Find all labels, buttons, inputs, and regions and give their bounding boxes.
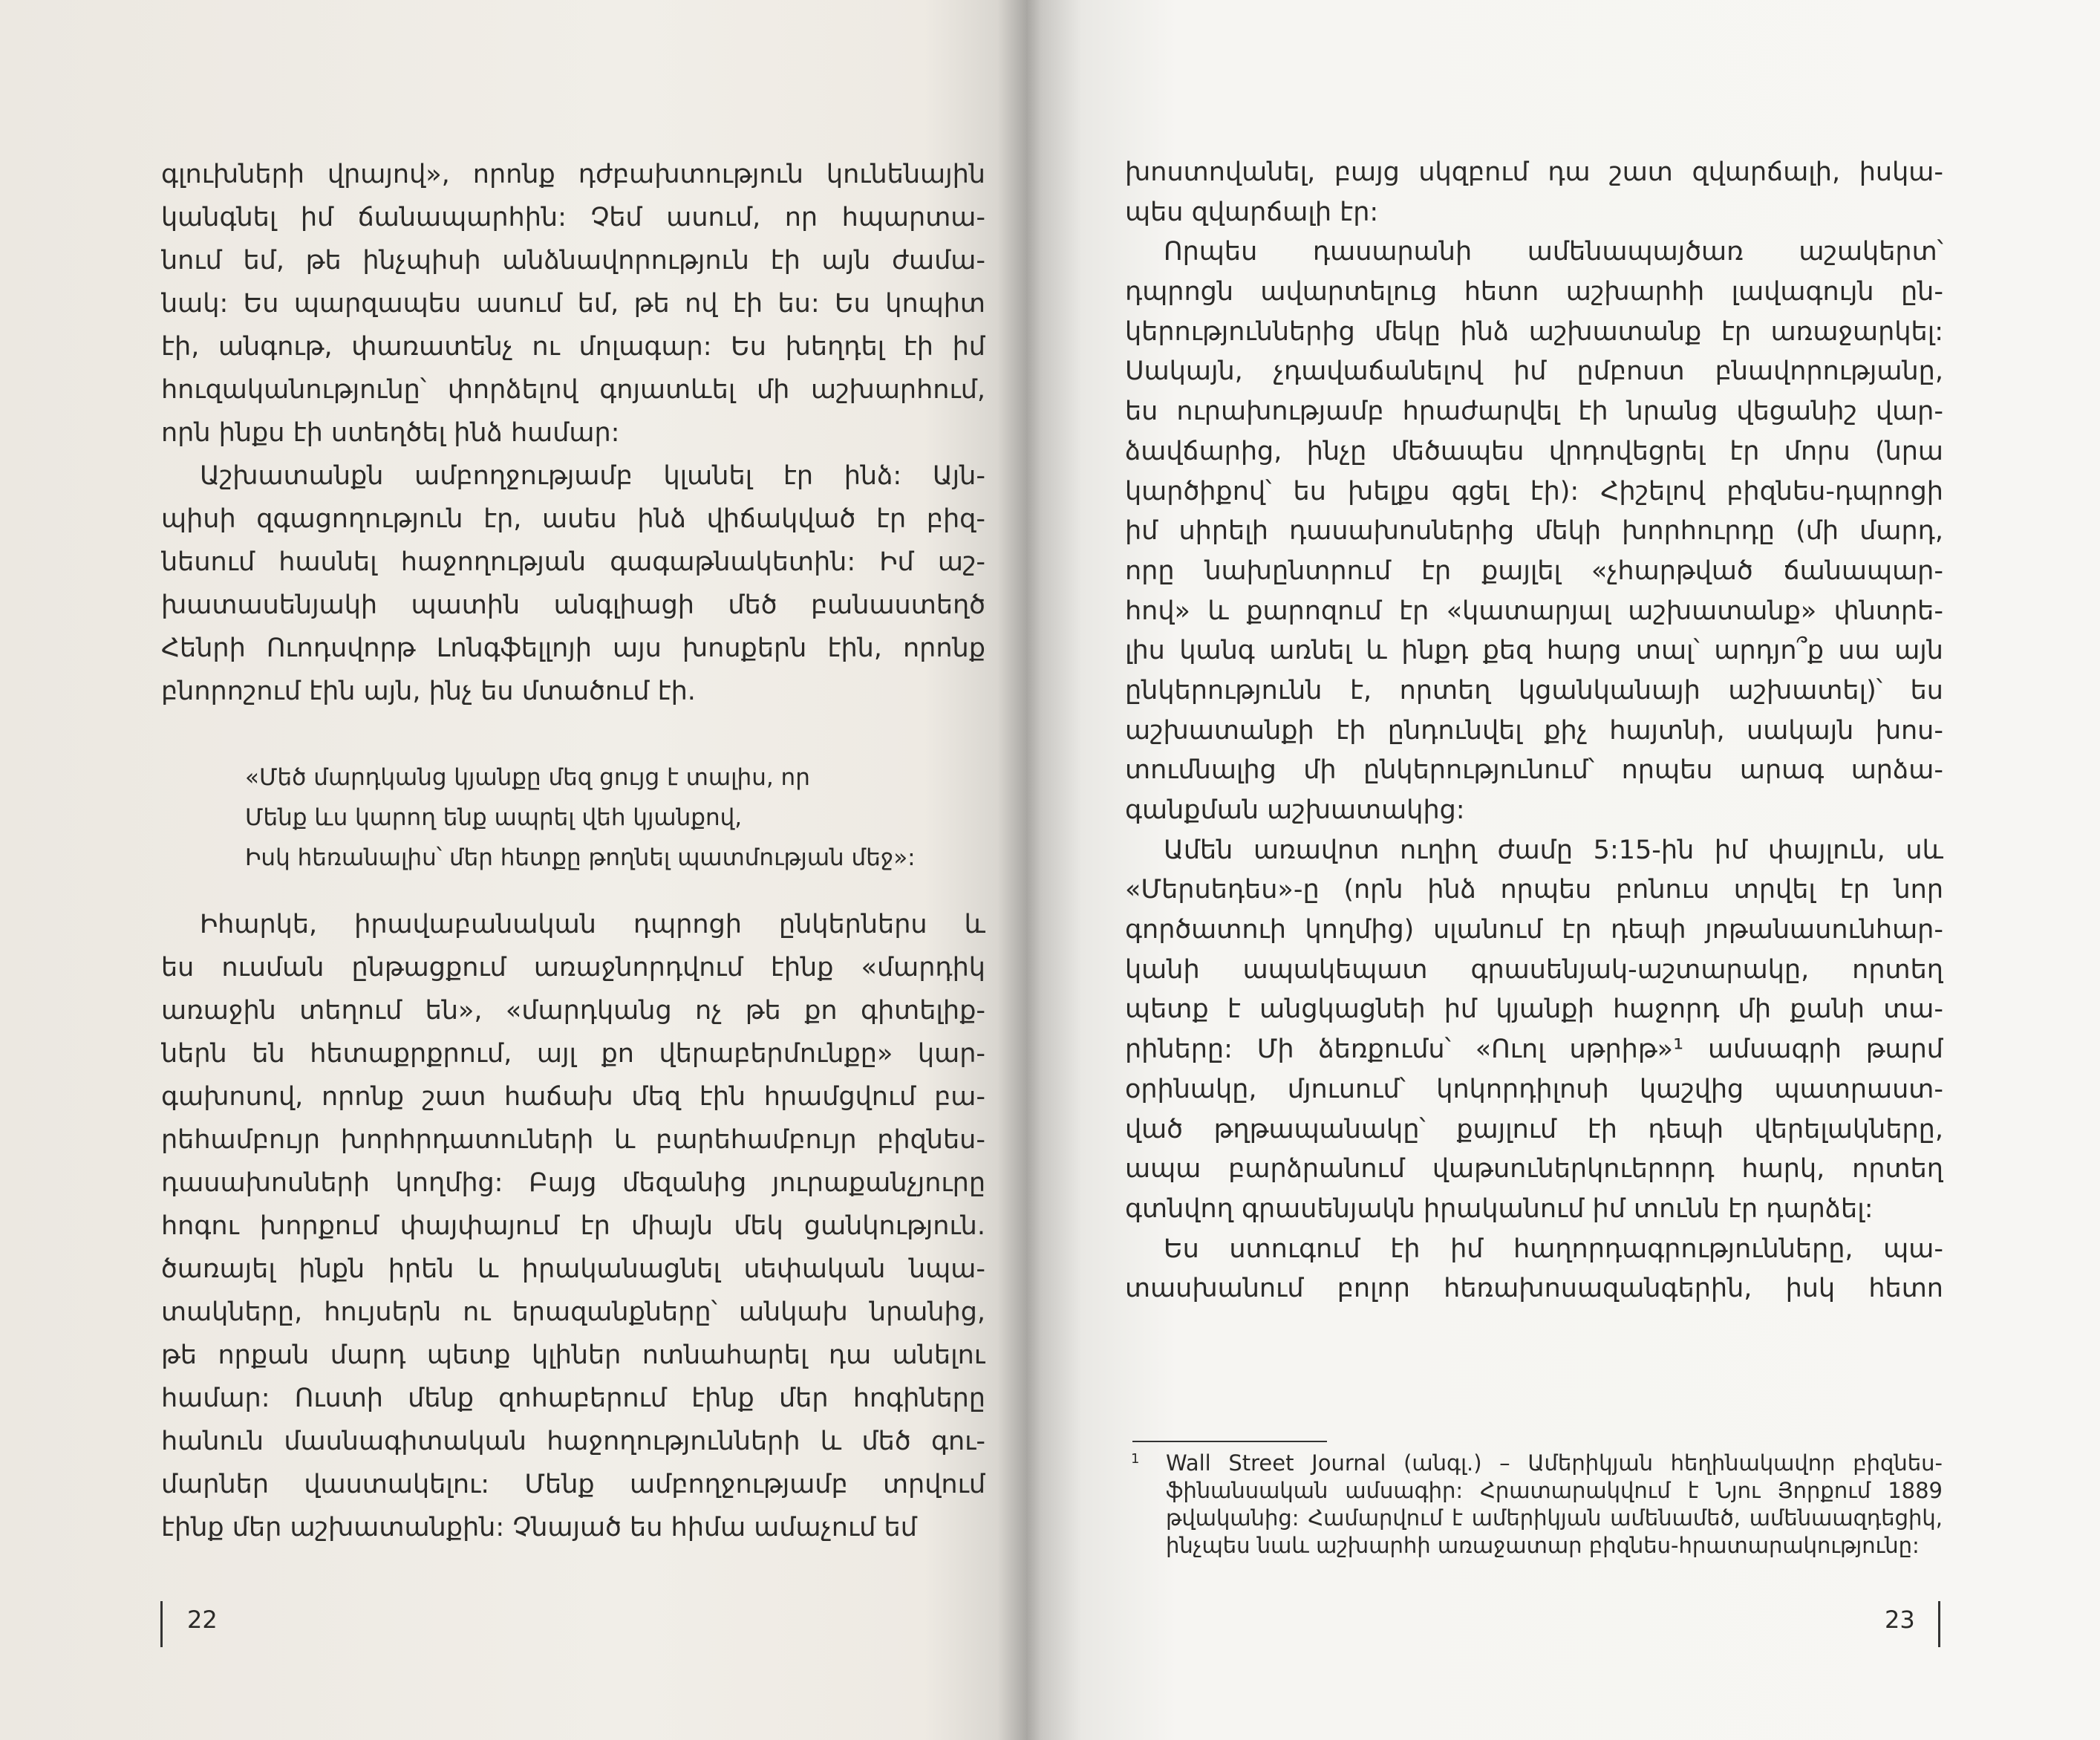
text-line: Հենրի Ուոդսվորթ Լոնգֆելլոյի այս խոսքերն էին, որոնք [161, 633, 985, 663]
footnote-mark: 1 [1131, 1451, 1140, 1467]
text-line: կանի ապակեպատ գրասենյակ-աշտարակը, որտեղ [1125, 954, 1943, 985]
left-page-text-top [161, 153, 985, 713]
text-line: Աշխատանքն ամբողջությամբ կլանել էր ինձ: Այն- [200, 461, 985, 491]
text-line: Ամեն առավոտ ուղիղ ժամը 5:15-ին իմ փայլուն, սև [1164, 835, 1943, 865]
text-line: դպրոցն ավարտելուց հետո աշխարհի լավագույն ըն- [1125, 277, 1943, 307]
text-line: պիսի զգացողություն էր, ասես ինձ վիճակված էր բիզ- [161, 504, 985, 534]
text-line: խատասենյակի պատին անգլիացի մեծ բանաստեղծ [161, 590, 985, 620]
page-number-left: 22 [187, 1606, 218, 1634]
text-line: «Մերսեդես»-ը (որն ինձ որպես բոնուս տրվել էր նոր [1125, 875, 1943, 905]
text-line: ես ուրախությամբ հրաժարվել էի նրանց վեցանիշ վար- [1125, 397, 1943, 427]
text-line: րեհամբույր խորհրդատուների և բարեհամբույր բիզնես- [161, 1125, 985, 1155]
text-line: էի, անգութ, փառատենչ ու մոլագար: Ես խեղդել էի իմ [161, 332, 985, 362]
text-line: ձավճարից, ինչը մեծապես վրդովեցրել էր մորս (նրա [1125, 436, 1943, 466]
text-line: իմ սիրելի դասախոսներից մեկի խորհուրդը (մի մարդ, [1125, 516, 1943, 547]
text-line: լիս կանգ առնել և ինքդ քեզ հարց տալ՝ արդյո՞ք սա այն [1125, 636, 1943, 666]
text-line: գախոսով, որոնք շատ հաճախ մեզ էին հրամցվում բա- [161, 1082, 985, 1112]
text-line: տասխանում բոլոր հեռախոսազանգերին, իսկ հետո [1125, 1274, 1943, 1304]
page-number-bar [1938, 1601, 1940, 1647]
text-line: ծառայել ինքն իրեն և իրականացնել սեփական նպա- [161, 1254, 985, 1284]
quote-line: «Մեծ մարդկանց կյանքը մեզ ցույց է տալիս, որ [245, 764, 810, 791]
text-line: աշխատանքի էի ընդունվել քիչ հայտնի, սակայն խոս- [1125, 715, 1943, 746]
text-line: րիները: Մի ձեռքումս՝ «Ուոլ սթրիթ»¹ ամսագրի թարմ [1125, 1034, 1943, 1065]
text-line: խոստովանել, բայց սկզբում դա շատ զվարճալի, իսկա- [1125, 157, 1943, 187]
text-line: նակ: Ես պարզապես ասում եմ, թե ով էի ես: Ես կոպիտ [161, 289, 985, 319]
footnote-line: Wall Street Journal (անգլ.) – Ամերիկյան հեղինակավոր բիզնես- [1166, 1450, 1943, 1476]
footnote-line: թվականից: Համարվում է ամերիկյան ամենամեծ, ամենաազդեցիկ, [1166, 1505, 1943, 1531]
text-line: ներն են հետաքրքրում, այլ քո վերաբերմունքը» կար- [161, 1039, 985, 1069]
text-line: կանգնել իմ ճանապարհին: Չեմ ասում, որ հպարտա- [161, 203, 985, 232]
text-line: բնորոշում էին այն, ինչ ես մտածում էի. [161, 677, 696, 706]
text-line: կերություններից մեկը ինձ աշխատանք էր առաջարկել: [1125, 316, 1943, 347]
text-line: գլուխների վրայով», որոնք դժբախտություն կունենային [161, 160, 985, 189]
left-page-text-bottom [161, 903, 985, 1549]
text-line: պետք է անցկացնեի իմ կյանքի հաջորդ մի քանի տա- [1125, 994, 1943, 1025]
text-line: նեսում հասնել հաջողության գագաթնակետին: Իմ աշ- [161, 547, 985, 577]
text-line: ես ուսման ընթացքում առաջնորդվում էինք «մարդիկ [161, 953, 985, 983]
footnote-line: ինչպես նաև աշխարհի առաջատար բիզնես-հրատարակությունը: [1166, 1533, 1920, 1558]
text-line: Ես ստուգում էի իմ հաղորդագրությունները, պա- [1164, 1234, 1943, 1264]
text-line: Իհարկե, իրավաբանական դպրոցի ընկերներս և [200, 910, 985, 939]
page-number-right: 23 [1885, 1606, 1915, 1634]
text-line: Որպես դասարանի ամենապայծառ աշակերտ՝ [1164, 237, 1943, 267]
text-line: տումնալից մի ընկերությունում՝ որպես արագ արձա- [1125, 755, 1943, 786]
text-line: հով» և քարոզում էր «կատարյալ աշխատանք» փնտրե- [1125, 596, 1943, 626]
text-line: մարներ վաստակելու: Մենք ամբողջությամբ տրվում [161, 1470, 985, 1499]
footnote-divider [1132, 1441, 1327, 1442]
text-line: գտնվող գրասենյակն իրականում իմ տունն էր դարձել: [1125, 1193, 1874, 1224]
right-page-text [1125, 153, 1943, 1309]
text-line: ապա բարձրանում վաթսուներկուերորդ հարկ, որտեղ [1125, 1154, 1943, 1185]
text-line: որը նախընտրում էր քայլել «չհարթված ճանապար- [1125, 555, 1943, 586]
text-line: գործատուի կողմից) սլանում էր դեպի յոթանասունհար- [1125, 915, 1943, 945]
quote-line: Մենք ևս կարող ենք ապրել վեհ կյանքով, [245, 804, 743, 831]
text-line: առաջին տեղում են», «մարդկանց ոչ թե քո գիտելիք- [161, 996, 985, 1026]
text-line: գանքման աշխատակից: [1125, 795, 1465, 825]
text-line: համար: Ուստի մենք զոհաբերում էինք մեր հոգիները [161, 1384, 985, 1413]
text-line: հուզականությունը՝ փորձելով գոյատևել մի աշխարհում, [161, 375, 985, 405]
footnote-line: ֆինանսական ամսագիր: Հրատարակվում է Նյու Յորքում 1889 [1166, 1478, 1943, 1503]
quote-line: Իսկ հեռանալիս՝ մեր հետքը թողնել պատմության մեջ»: [245, 844, 916, 871]
text-line: դասախոսների կողմից: Բայց մեզանից յուրաքանչյուրը [161, 1168, 985, 1198]
text-line: ված թղթապանակը՝ քայլում էի դեպի վերելակները, [1125, 1114, 1943, 1144]
page-number-bar [160, 1601, 163, 1647]
text-line: օրինակը, մյուսում՝ կոկորդիլոսի կաշվից պատրաստ- [1125, 1074, 1943, 1104]
text-line: հոգու խորքում փայփայում էր միայն մեկ ցանկություն. [161, 1211, 985, 1241]
text-line: Սակայն, չդավաճանելով իմ ըմբոստ բնավորությանը, [1125, 356, 1943, 387]
text-line: հանուն մասնագիտական հաջողությունների և մեծ գու- [161, 1427, 985, 1456]
text-line: որն ինքս էի ստեղծել ինձ համար: [161, 418, 620, 448]
text-line: ընկերությունն է, որտեղ կցանկանայի աշխատել)՝ ես [1125, 675, 1943, 706]
epigraph-quote [245, 757, 916, 878]
text-line: էինք մեր աշխատանքին: Չնայած ես հիմա ամաչում եմ [161, 1513, 917, 1542]
text-line: տակները, հույսերն ու երազանքները՝ անկախ նրանից, [161, 1297, 985, 1327]
text-line: պես զվարճալի էր: [1125, 197, 1379, 227]
footnote [1131, 1450, 1943, 1560]
text-line: թե որքան մարդ պետք կլիներ ոտնահարել դա անելու [161, 1340, 985, 1370]
text-line: կարծիքով՝ ես խելքս գցել էի): Հիշելով բիզնես-դպրոցի [1125, 476, 1943, 506]
text-line: նում եմ, թե ինչպիսի անձնավորություն էի այն ժամա- [161, 246, 985, 276]
